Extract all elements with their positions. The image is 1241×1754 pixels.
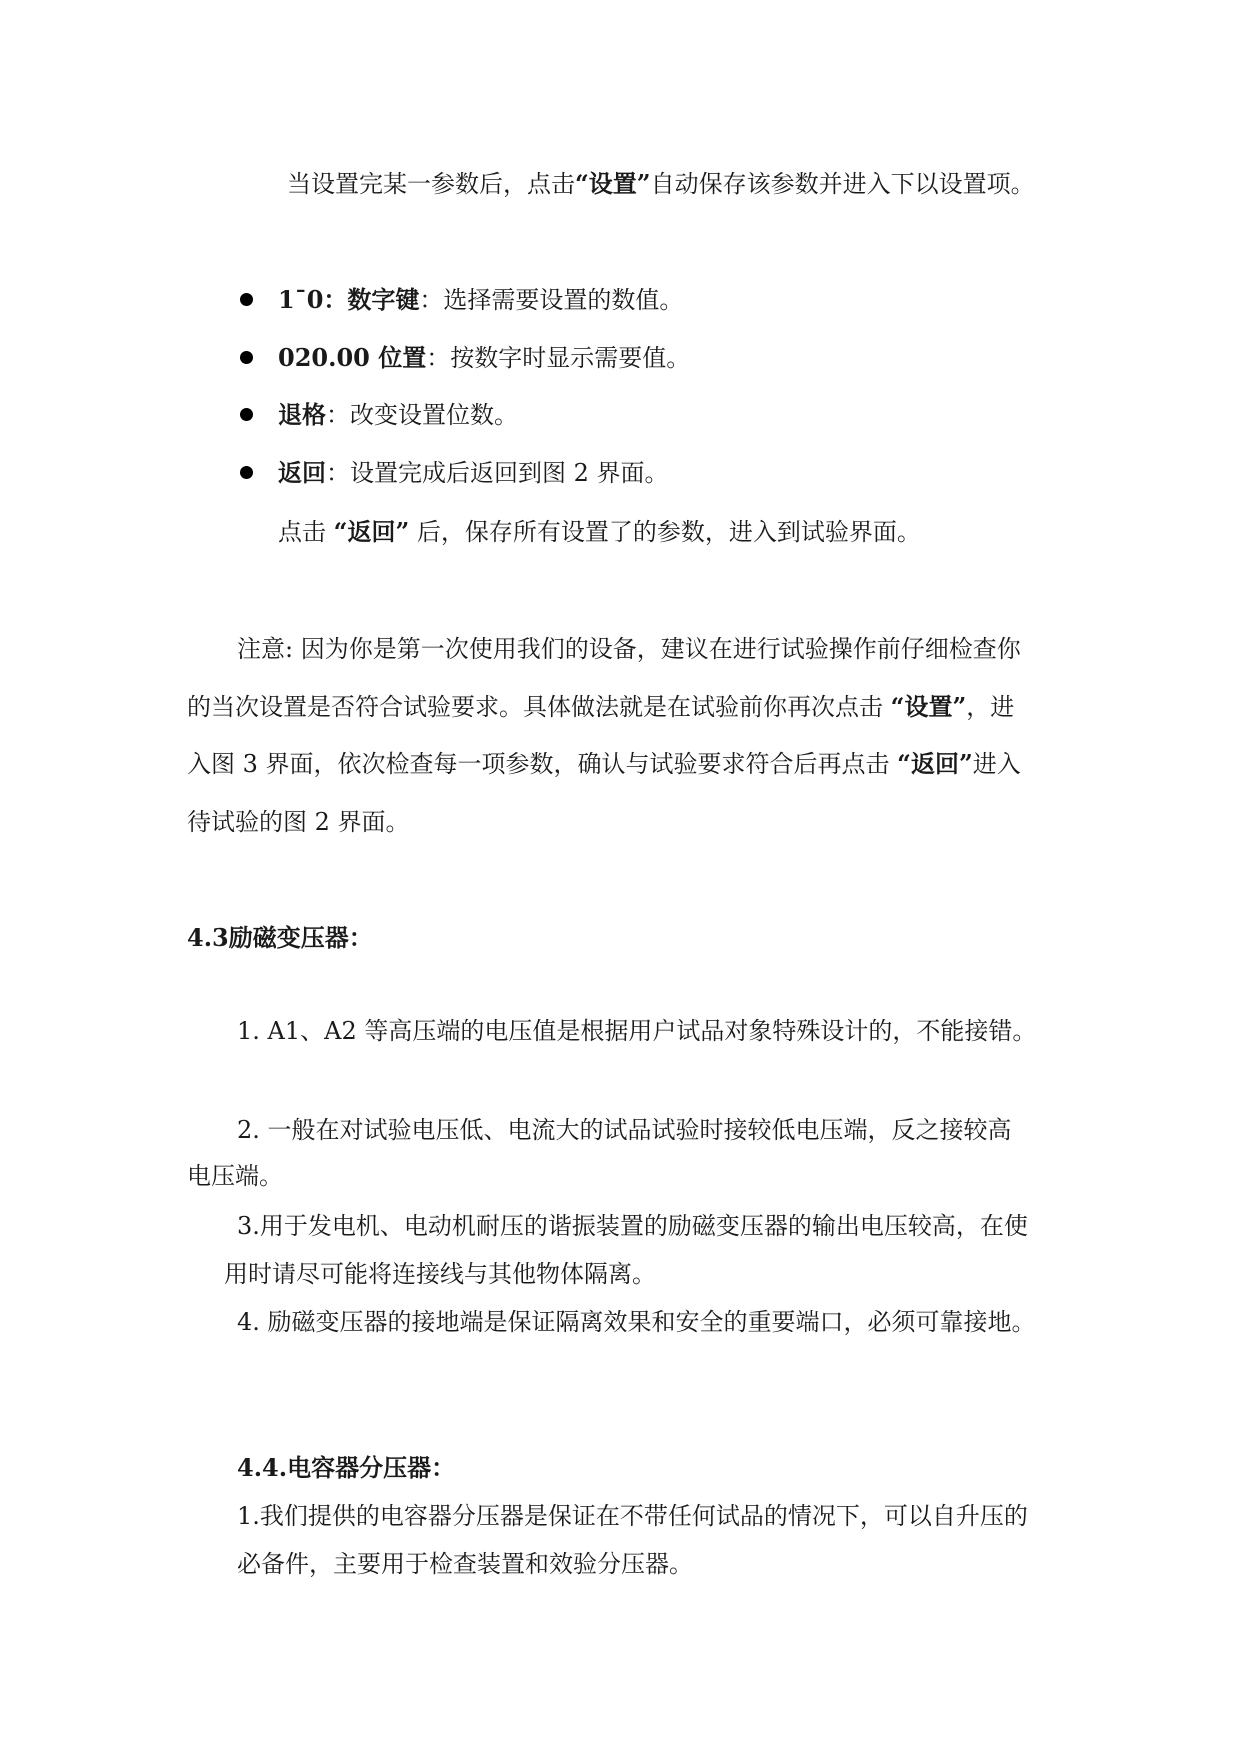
bullet-desc: 设置完成后返回到图 2 界面。 <box>350 459 669 487</box>
section-4-3-item-4: 4. 励磁变压器的接地端是保证隔离效果和安全的重要端口，必须可靠接地。 <box>237 1308 1036 1336</box>
bullet-dot-icon <box>240 466 253 479</box>
notice-line-2 <box>187 691 1014 723</box>
notice-line-4: 待试验的图 2 界面。 <box>187 808 410 836</box>
section-4-3-item-3-line-2: 用时请尽可能将连接线与其他物体隔离。 <box>224 1260 656 1288</box>
section-4-3-heading: 4.3励磁变压器： <box>187 923 373 952</box>
bullet-item-position <box>278 342 690 374</box>
section-4-4-heading: 4.4.电容器分压器： <box>237 1453 456 1482</box>
notice-line-1: 注意: 因为你是第一次使用我们的设备，建议在进行试验操作前仔细检查你 <box>237 635 1021 663</box>
bullet-sep: ： <box>426 344 451 372</box>
section-4-4-item-1-line-1: 1.我们提供的电容器分压器是保证在不带任何试品的情况下，可以自升压的 <box>237 1502 1028 1530</box>
bullet-dot-icon <box>240 293 253 306</box>
notice-line-3 <box>187 748 1021 780</box>
intro-keyword-settings: “设置” <box>575 169 651 198</box>
section-4-3-item-2-line-2: 电压端。 <box>187 1162 283 1190</box>
bullet-label: 1¯0：数字键 <box>278 285 420 314</box>
bullet-item-backspace <box>278 399 518 431</box>
bullet-item-return <box>278 457 669 489</box>
bullet-sep: ： <box>326 401 350 429</box>
section-4-3-item-2-line-1: 2. 一般在对试验电压低、电流大的试品试验时接较低电压端，反之接较高 <box>237 1116 1012 1144</box>
bullet-desc: 改变设置位数。 <box>350 401 518 429</box>
notice-line-3-after: 进入 <box>972 750 1021 778</box>
notice-keyword-return: “返回” <box>897 749 973 778</box>
bullet-label: 返回 <box>278 458 326 487</box>
notice-line-3-before: 入图 3 界面，依次检查每一项参数，确认与试验要求符合后再点击 <box>187 750 898 778</box>
return-note-before: 点击 <box>278 518 334 546</box>
bullet-desc: 选择需要设置的数值。 <box>443 286 684 314</box>
bullet-label: 退格 <box>278 400 326 429</box>
section-4-3-item-1: 1. A1、A2 等高压端的电压值是根据用户试品对象特殊设计的，不能接错。 <box>237 1017 1037 1045</box>
intro-text-after: 自动保存该参数并进入下以设置项。 <box>650 170 1035 198</box>
intro-paragraph <box>287 168 1035 200</box>
bullet-item-number-keys <box>278 284 683 316</box>
return-note-after: 后，保存所有设置了的参数，进入到试验界面。 <box>409 518 921 546</box>
bullet-desc: 按数字时显示需要值。 <box>450 344 691 372</box>
return-note <box>278 516 921 548</box>
bullet-dot-icon <box>240 408 253 421</box>
bullet-dot-icon <box>240 351 253 364</box>
notice-line-2-before: 的当次设置是否符合试验要求。具体做法就是在试验前你再次点击 <box>187 693 891 721</box>
bullet-sep: ： <box>326 459 350 487</box>
bullet-label: 020.00 位置 <box>278 343 427 372</box>
bullet-sep: ： <box>419 286 444 314</box>
intro-text-before: 当设置完某一参数后，点击 <box>287 170 575 198</box>
section-4-3-item-3-line-1: 3.用于发电机、电动机耐压的谐振装置的励磁变压器的输出电压较高，在使 <box>237 1212 1028 1240</box>
section-4-4-item-1-line-2: 必备件，主要用于检查装置和效验分压器。 <box>237 1550 693 1578</box>
notice-line-2-after: ，进 <box>966 693 1015 721</box>
notice-keyword-settings: “设置” <box>890 692 967 721</box>
return-note-keyword: “返回” <box>333 517 410 546</box>
